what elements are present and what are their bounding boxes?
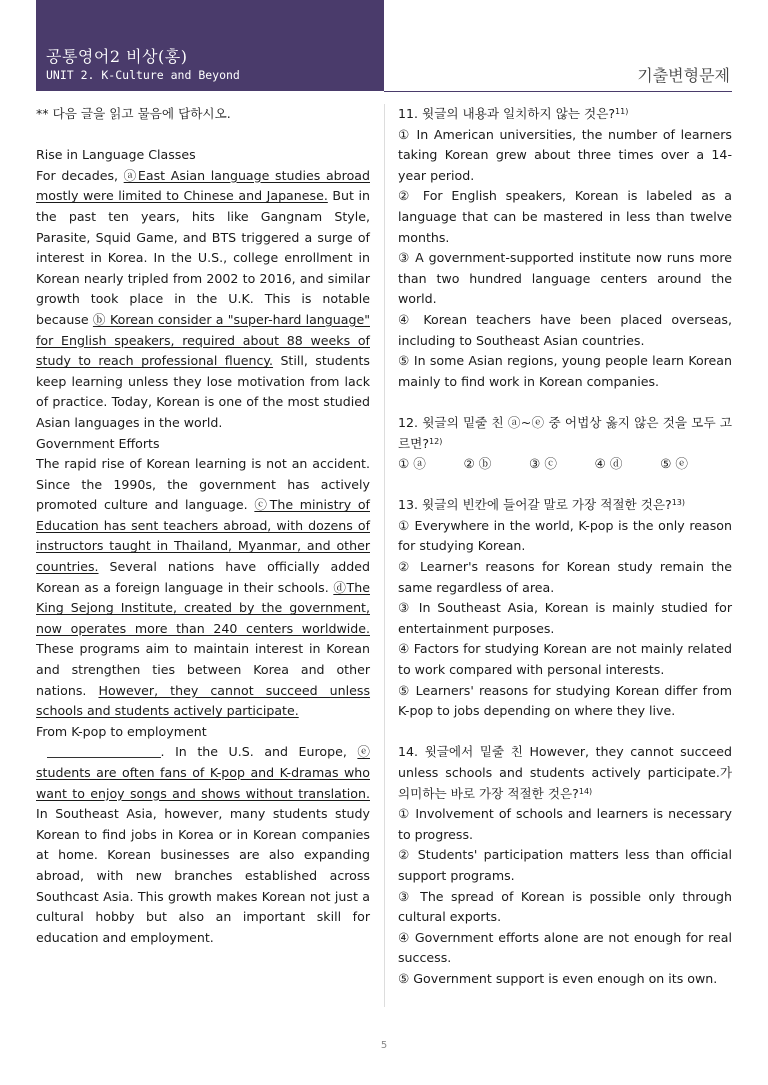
q14-stem (398, 742, 732, 804)
q13-option-5: ⑤ Learners' reasons for studying Korean differ from K-pop to jobs depending on where they live. (398, 682, 732, 719)
underline-b: ⓑ Korean consider a "super-hard language" for English speakers, required about 88 weeks of study to reach professional fluency. (36, 311, 370, 369)
answer-blank (47, 744, 161, 758)
underline-however: However, they cannot succeed unless schools and students actively participate. (36, 682, 371, 719)
underline-a: ⓐEast Asian language studies abroad mostly were limited to Chinese and Japanese. (36, 167, 370, 204)
q14-footnote: 14) (578, 786, 593, 796)
heading-government: Government Efforts (36, 435, 160, 451)
q12-option-3: ③ ⓒ (529, 456, 557, 472)
text: In Southeast Asia, however, many students study Korean to find jobs in Korea or in Korean companies at home. Korean businesses are also expanding abroad, with new branches established across Southcast Asia. This growth makes Korean not just a cultural hobby but also an important skill for education and employment. (36, 806, 370, 945)
heading-rise: Rise in Language Classes (36, 147, 196, 163)
q12-options (398, 454, 688, 475)
header-section-label: 기출변형문제 (637, 66, 730, 85)
text: These programs aim to maintain interest in Korean and strengthen ties between Korea and other nations. (36, 641, 370, 698)
q11-footnote: 11) (615, 107, 629, 116)
q11-option-3: ③ A government-supported institute now runs more than two hundred language centers around the world. (398, 250, 732, 307)
q13-option-3: ③ In Southeast Asia, Korean is mainly studied for entertainment purposes. (398, 600, 732, 636)
q12-option-5: ⑤ ⓔ (660, 456, 688, 472)
q11-stem-text: 11. 윗글의 내용과 일치하지 않는 것은? (398, 106, 616, 121)
q14-option-3: ③ The spread of Korean is possible only through cultural exports. (398, 888, 732, 925)
passage-column (36, 104, 370, 948)
underline-e: ⓔ students are often fans of K-pop and K-dramas who want to enjoy songs and shows without translation. (36, 744, 370, 801)
paragraph-government (36, 454, 370, 722)
header-subtitle: UNIT 2. K-Culture and Beyond (46, 68, 240, 82)
header-rule (384, 91, 732, 92)
paragraph-employment (36, 742, 370, 948)
text: The rapid rise of Korean learning is not an accident. Since the 1990s, the government has actively promoted culture and language. (36, 456, 370, 513)
q14-option-4: ④ Government efforts alone are not enough for real success. (398, 929, 732, 966)
q13-stem-text: 13. 윗글의 빈칸에 들어갈 말로 가장 적절한 것은? (398, 497, 672, 513)
heading-employment: From K-pop to employment (36, 723, 207, 739)
q14-option-1: ① Involvement of schools and learners is necessary to progress. (398, 806, 732, 842)
q12-stem (398, 413, 732, 454)
q14-stem-text: 14. 윗글에서 밑줄 친 However, they cannot succeed unless schools and students actively participate.가 의미하는 바로 가장 적절한 것은? (398, 744, 732, 801)
page-number: 5 (380, 1040, 388, 1051)
q11-option-5: ⑤ In some Asian regions, young people learn Korean mainly to find work in Korean companies. (398, 353, 732, 389)
q13-option-4: ④ Factors for studying Korean are not mainly related to work compared with personal interests. (398, 641, 732, 678)
underline-c: ⓒThe ministry of Education has sent teachers abroad, with dozens of instructors taught in Thailand, Myanmar, and other countries. (36, 497, 370, 575)
text: Several nations have officially added Korean as a foreign language in their schools. (36, 559, 370, 595)
header-title: 공통영어2 비상(홍) (46, 47, 188, 66)
q12-option-2: ② ⓑ (463, 456, 492, 472)
text: For decades, (36, 167, 124, 183)
q12-footnote: 12) (429, 436, 443, 446)
questions-column (398, 104, 732, 990)
text: . In the U.S. and Europe, (160, 744, 358, 760)
q12-option-1: ① ⓐ (398, 456, 426, 472)
q14-option-2: ② Students' participation matters less than official support programs. (398, 847, 732, 883)
column-divider (384, 104, 385, 1007)
instruction: ** 다음 글을 읽고 물음에 답하시오. (36, 106, 231, 121)
q11-option-1: ① In American universities, the number of learners taking Korean grew about three times over a 14-year period. (398, 126, 732, 183)
q13-option-1: ① Everywhere in the world, K-pop is the only reason for studying Korean. (398, 517, 732, 554)
text: Still, students keep learning unless they lose motivation from lack of practice. Today, Korean is one of the most studied Asian languages in the world. (36, 353, 370, 430)
q12-stem-text: 12. 윗글의 밑줄 친 ⓐ~ⓔ 중 어법상 옳지 않은 것을 모두 고르면? (398, 414, 732, 451)
q11-option-4: ④ Korean teachers have been placed overseas, including to Southeast Asian countries. (398, 311, 732, 348)
q13-stem (398, 495, 732, 516)
q13-option-2: ② Learner's reasons for Korean study remain the same regardless of area. (398, 559, 732, 595)
paragraph-rise (36, 166, 370, 434)
q11-option-2: ② For English speakers, Korean is labeled as a language that can be mastered in less than twelve months. (398, 188, 732, 245)
text: But in the past ten years, hits like Gangnam Style, Parasite, Squid Game, and BTS triggered a surge of interest in Korea. In the U.S., college enrollment in Korean nearly tripled from 2002 to 2016, and similar growth took place in the U.K. This is notable because (36, 188, 371, 327)
q12-option-4: ④ ⓓ (594, 456, 623, 472)
q14-option-5: ⑤ Government support is even enough on its own. (398, 970, 718, 986)
q13-footnote: 13) (671, 498, 686, 508)
q11-stem (398, 104, 732, 125)
underline-d: ⓓThe King Sejong Institute, created by the government, now operates more than 240 centers worldwide. (36, 579, 370, 636)
